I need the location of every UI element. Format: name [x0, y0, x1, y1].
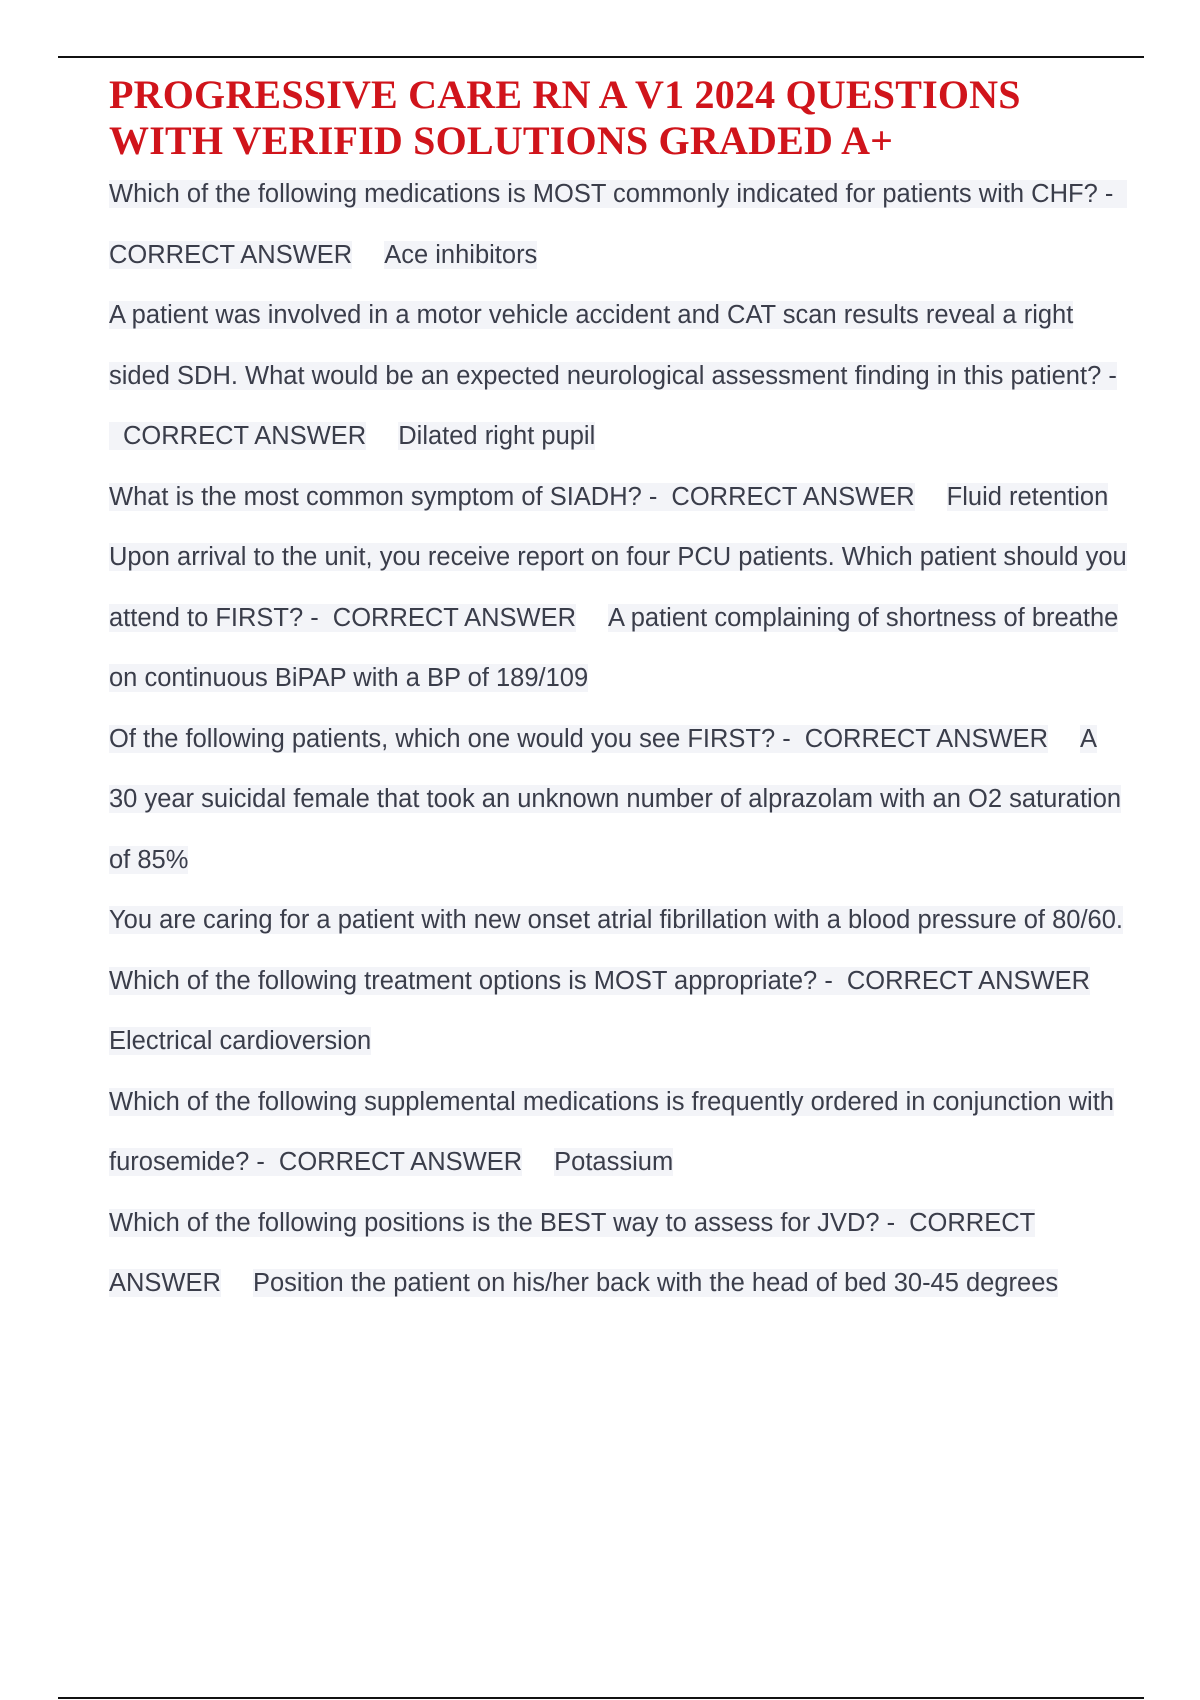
- answer-text: A 30 year suicidal female that took an unknown number of alprazolam with an O2 saturation of 85%: [109, 724, 1122, 874]
- answer-text: Dilated right pupil: [398, 422, 596, 450]
- question-text: Upon arrival to the unit, you receive report on four PCU patients. Which patient should you attend to FIRST?: [109, 543, 1127, 632]
- answer-text: Potassium: [554, 1148, 674, 1176]
- separator: -: [648, 482, 658, 511]
- question-text: Which of the following positions is the BEST way to assess for JVD?: [109, 1208, 880, 1237]
- qa-list: [109, 164, 1129, 1314]
- answer-label: CORRECT ANSWER: [332, 603, 577, 632]
- separator: -: [824, 966, 833, 995]
- question-text: A patient was involved in a motor vehicle accident and CAT scan results reveal a right sided SDH. What would be an expected neurological assessment finding in this patient?: [109, 301, 1102, 390]
- answer-label: CORRECT ANSWER: [109, 240, 353, 269]
- answer-label: CORRECT ANSWER: [804, 724, 1049, 753]
- qa-item: [109, 709, 1129, 891]
- separator: -: [782, 724, 791, 753]
- qa-item: [109, 1193, 1129, 1314]
- separator: -: [256, 1148, 265, 1176]
- question-text: You are caring for a patient with new onset atrial fibrillation with a blood pressure of 80/60. Which of the following treatment options is MOST appropriate?: [109, 906, 1123, 995]
- document-content: [109, 72, 1129, 1314]
- answer-text: A patient complaining of shortness of breathe on continuous BiPAP with a BP of 189/109: [109, 603, 1119, 692]
- qa-item: [109, 285, 1129, 467]
- qa-item: [109, 890, 1129, 1072]
- bottom-rule: [58, 1697, 1144, 1699]
- top-rule: [58, 56, 1144, 58]
- answer-label: CORRECT ANSWER: [278, 1148, 523, 1176]
- separator: -: [886, 1208, 896, 1237]
- answer-label: CORRECT ANSWER: [846, 966, 1091, 995]
- document-title: [109, 72, 1129, 164]
- answer-label: CORRECT ANSWER: [671, 482, 915, 511]
- separator: -: [1104, 180, 1114, 208]
- question-text: Which of the following supplemental medications is frequently ordered in conjunction with furosemide?: [109, 1087, 1114, 1176]
- question-text: Which of the following medications is MOST commonly indicated for patients with CHF?: [109, 180, 1098, 208]
- answer-text: Fluid retention: [946, 482, 1109, 511]
- qa-item: [109, 164, 1129, 285]
- qa-item: [109, 467, 1129, 528]
- separator: -: [1108, 361, 1117, 390]
- qa-item: [109, 527, 1129, 709]
- answer-label: CORRECT ANSWER: [123, 422, 367, 450]
- question-text: What is the most common symptom of SIADH?: [109, 482, 642, 511]
- answer-label: CORRECT ANSWER: [109, 1208, 1036, 1297]
- answer-text: Position the patient on his/her back with the head of bed 30-45 degrees: [252, 1269, 1059, 1297]
- title-line-2: WITH VERIFID SOLUTIONS GRADED A+: [109, 118, 894, 163]
- question-text: Of the following patients, which one would you see FIRST?: [109, 724, 776, 753]
- answer-text: Electrical cardioversion: [109, 1027, 372, 1055]
- qa-item: [109, 1072, 1129, 1193]
- separator: -: [310, 603, 319, 632]
- answer-text: Ace inhibitors: [384, 240, 538, 269]
- title-line-1: PROGRESSIVE CARE RN A V1 2024 QUESTIONS: [109, 72, 1021, 117]
